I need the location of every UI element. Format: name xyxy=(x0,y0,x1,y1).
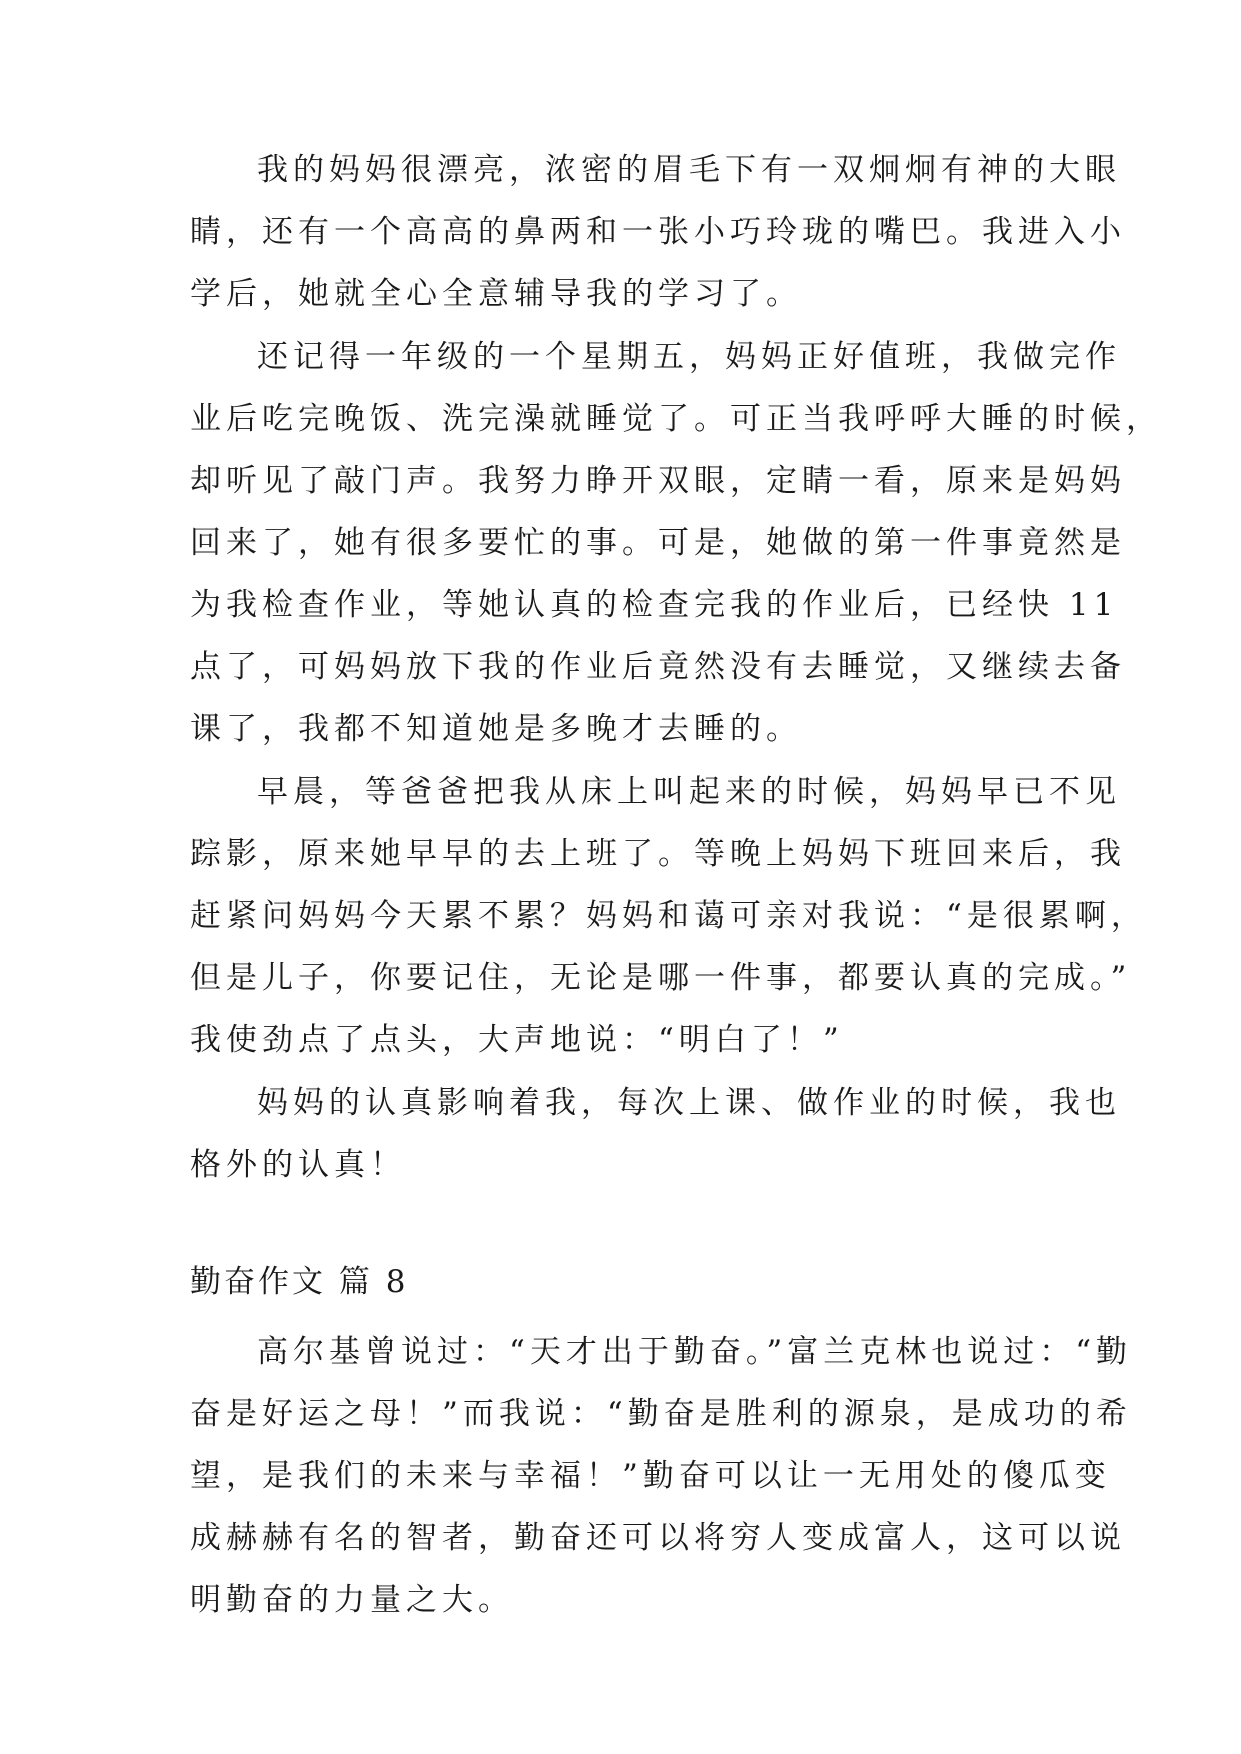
paragraph-5-line-5: 明勤奋的力量之大。 xyxy=(190,1582,514,1618)
section-heading: 勤奋作文 篇 8 xyxy=(190,1264,409,1300)
paragraph-2-line-4: 回来了，她有很多要忙的事。可是，她做的第一件事竟然是 xyxy=(190,525,1126,561)
paragraph-2-line-3: 却听见了敲门声。我努力睁开双眼，定睛一看，原来是妈妈 xyxy=(190,463,1126,499)
paragraph-3-line-1: 早晨，等爸爸把我从床上叫起来的时候，妈妈早已不见 xyxy=(257,774,1121,810)
paragraph-5-line-1: 高尔基曾说过：“天才出于勤奋。”富兰克林也说过：“勤 xyxy=(257,1334,1133,1370)
paragraph-5-line-4: 成赫赫有名的智者，勤奋还可以将穷人变成富人，这可以说 xyxy=(190,1520,1126,1556)
paragraph-1-line-1: 我的妈妈很漂亮，浓密的眉毛下有一双炯炯有神的大眼 xyxy=(257,152,1121,188)
paragraph-2-line-1: 还记得一年级的一个星期五，妈妈正好值班，我做完作 xyxy=(257,339,1121,375)
paragraph-3-line-2: 踪影，原来她早早的去上班了。等晚上妈妈下班回来后，我 xyxy=(190,836,1126,872)
paragraph-2-line-2: 业后吃完晚饭、洗完澡就睡觉了。可正当我呼呼大睡的时候， xyxy=(190,401,1162,437)
paragraph-4-line-2: 格外的认真！ xyxy=(190,1147,406,1183)
paragraph-3-line-3: 赶紧问妈妈今天累不累？妈妈和蔼可亲对我说：“是很累啊， xyxy=(190,898,1147,934)
paragraph-2-line-5: 为我检查作业，等她认真的检查完我的作业后，已经快 11 xyxy=(190,587,1119,623)
paragraph-5-line-2: 奋是好运之母！”而我说：“勤奋是胜利的源泉，是成功的希 xyxy=(190,1396,1132,1432)
paragraph-5-line-3: 望，是我们的未来与幸福！”勤奋可以让一无用处的傻瓜变 xyxy=(190,1458,1111,1494)
paragraph-1-line-3: 学后，她就全心全意辅导我的学习了。 xyxy=(190,276,802,312)
paragraph-1-line-2: 睛，还有一个高高的鼻两和一张小巧玲珑的嘴巴。我进入小 xyxy=(190,214,1126,250)
paragraph-2-line-6: 点了，可妈妈放下我的作业后竟然没有去睡觉，又继续去备 xyxy=(190,649,1126,685)
paragraph-3-line-5: 我使劲点了点头，大声地说：“明白了！” xyxy=(190,1022,844,1058)
paragraph-4-line-1: 妈妈的认真影响着我，每次上课、做作业的时候，我也 xyxy=(257,1085,1121,1121)
paragraph-3-line-4: 但是儿子，你要记住，无论是哪一件事，都要认真的完成。” xyxy=(190,960,1132,996)
paragraph-2-line-7: 课了，我都不知道她是多晚才去睡的。 xyxy=(190,711,802,747)
